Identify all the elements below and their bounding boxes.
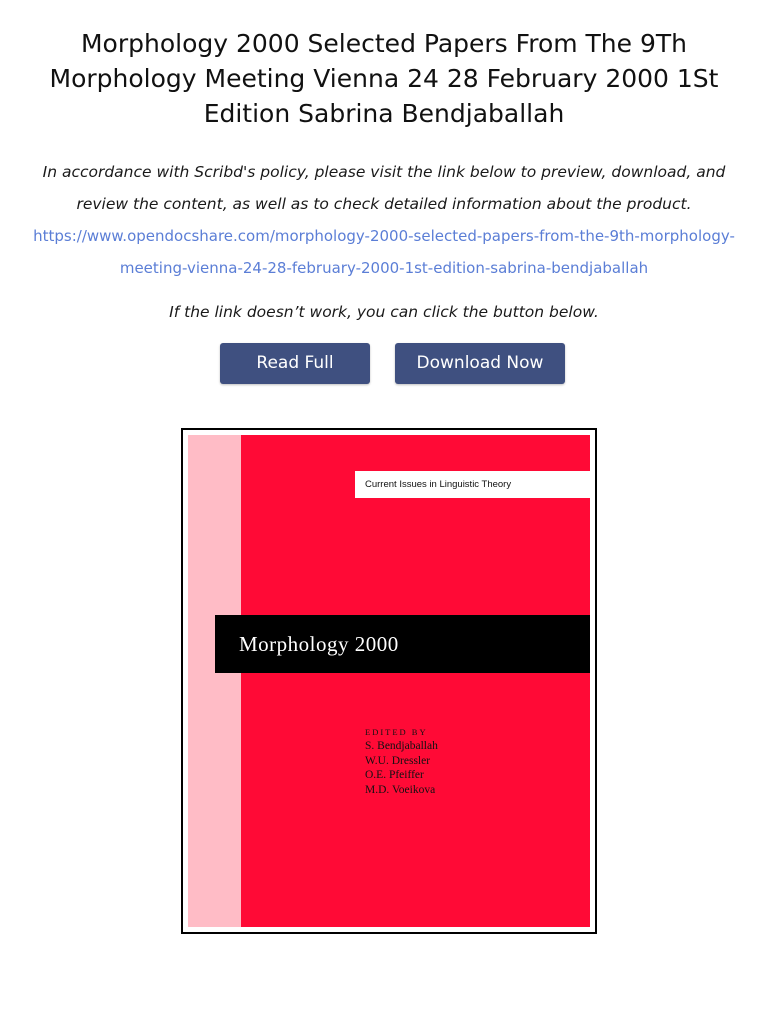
book-cover-frame [181, 428, 597, 934]
download-now-button[interactable]: Download Now [395, 343, 565, 384]
title-band [215, 615, 590, 673]
editor-name: M.D. Voeikova [365, 783, 436, 796]
editor-name: O.E. Pfeiffer [365, 769, 424, 781]
editors-list [365, 739, 438, 797]
cover-title: Morphology 2000 [239, 632, 399, 656]
series-name: Current Issues in Linguistic Theory [365, 479, 512, 490]
editor-name: W.U. Dressler [365, 754, 431, 767]
document-link[interactable]: https://www.opendocshare.com/morphology-2000-selected-papers-from-the-9th-morphology-meeting-vienna-24-28-february-2000-1st-edition-sabrina-bendjaballah [33, 227, 735, 277]
editor-name: S. Bendjaballah [365, 740, 438, 752]
page-title: Morphology 2000 Selected Papers From The 9Th Morphology Meeting Vienna 24 28 February 2000 1St Edition Sabrina Bendjaballah [49, 29, 719, 128]
fallback-note: If the link doesn’t work, you can click the button below. [169, 303, 599, 321]
read-full-button[interactable]: Read Full [220, 343, 370, 384]
cover-spine [188, 435, 241, 927]
series-band [355, 471, 590, 498]
policy-notice: In accordance with Scribd's policy, please visit the link below to preview, download, and review the content, as well as to check detailed information about the product. [42, 163, 726, 213]
edited-by-label: EDITED BY [365, 727, 428, 737]
book-cover [188, 435, 590, 927]
